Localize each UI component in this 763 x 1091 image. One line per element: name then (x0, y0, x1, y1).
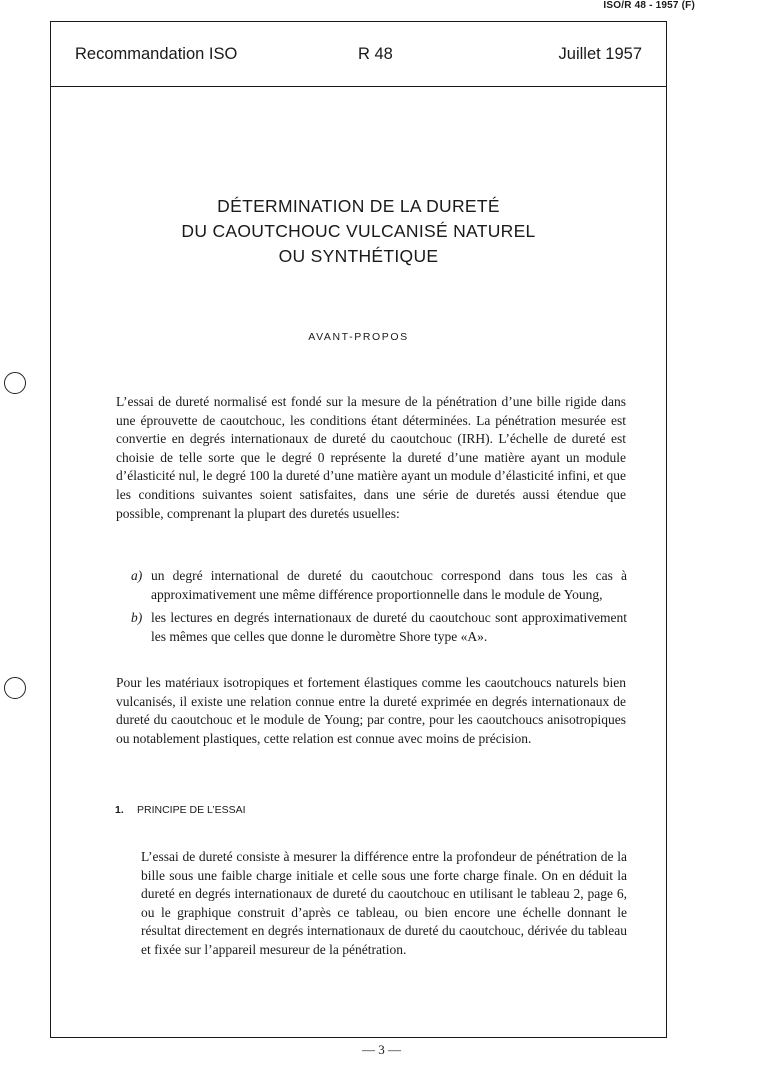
list-marker: b) (131, 610, 143, 626)
section-title: PRINCIPE DE L’ESSAI (137, 804, 246, 816)
document-header (51, 22, 666, 87)
foreword-paragraph: Pour les matériaux isotropiques et fortement élastiques comme les caoutchoucs naturels bien vulcanisés, il existe une relation connue entre la dureté exprimée en degrés internationaux de dureté du caoutchouc et le module de Young; par contre, pour les caoutchoucs anisotropiques ou notablement plastiques, cette relation est connue avec moins de précision. (116, 675, 626, 746)
header-recommendation: Recommandation ISO (75, 45, 238, 63)
punch-hole-mark (4, 372, 26, 394)
list-item (131, 609, 627, 646)
list-marker: a) (131, 568, 143, 583)
header-date: Juillet 1957 (558, 45, 642, 63)
section-heading (115, 804, 246, 816)
section-paragraph: L’essai de dureté consiste à mesurer la différence entre la profondeur de pénétration de la bille sous une faible charge initiale et celle sous une forte charge finale. On en déduit la dureté en degrés internationaux de dureté du caoutchouc en utilisant le tableau 2, page 6, ou le graphique construit d’après ce tableau, ou bien encore une échelle donnant le résultat directement en degrés internationaux de dureté du caoutchouc, dérivée du tableau et fixée sur l’appareil mesureur de la pénétration. (141, 849, 627, 957)
punch-hole-mark (4, 677, 26, 699)
list-item-text: un degré international de dureté du caoutchouc correspond dans tous les cas à approximativement une même différence proportionnelle dans le module de Young, (151, 568, 627, 602)
title-line: DU CAOUTCHOUC VULCANISÉ NATUREL (181, 221, 536, 241)
list-item-text: les lectures en degrés internationaux de dureté du caoutchouc sont approximativement les mêmes que celles que donne le duromètre Shore type «A». (151, 610, 627, 644)
page-frame (50, 21, 667, 1038)
foreword-heading: AVANT-PROPOS (308, 331, 409, 343)
foreword-paragraph: L’essai de dureté normalisé est fondé sur la mesure de la pénétration d’une bille rigide dans une éprouvette de caoutchouc, les conditions étant déterminées. La pénétration mesurée est convertie en degrés internationaux de dureté du caoutchouc (IRH). L’échelle de dureté est choisie de telle sorte que le degré 0 représente la dureté d’une matière ayant un module d’élasticité nul, le degré 100 la dureté d’une matière ayant un module d’élasticité infini, et que les conditions suivantes soient satisfaites, dans une série de duretés aussi étendue que possible, comprenant la plupart des duretés usuelles: (116, 394, 626, 521)
list-item (131, 567, 627, 604)
document-title (51, 194, 666, 269)
title-line: OU SYNTHÉTIQUE (278, 246, 439, 266)
header-standard-number: R 48 (358, 45, 393, 63)
page-number: — 3 — (362, 1042, 401, 1057)
title-line: DÉTERMINATION DE LA DURETÉ (217, 196, 500, 216)
section-number: 1. (115, 804, 124, 816)
conditions-list (131, 567, 627, 651)
document-reference-code: ISO/R 48 - 1957 (F) (603, 0, 695, 11)
